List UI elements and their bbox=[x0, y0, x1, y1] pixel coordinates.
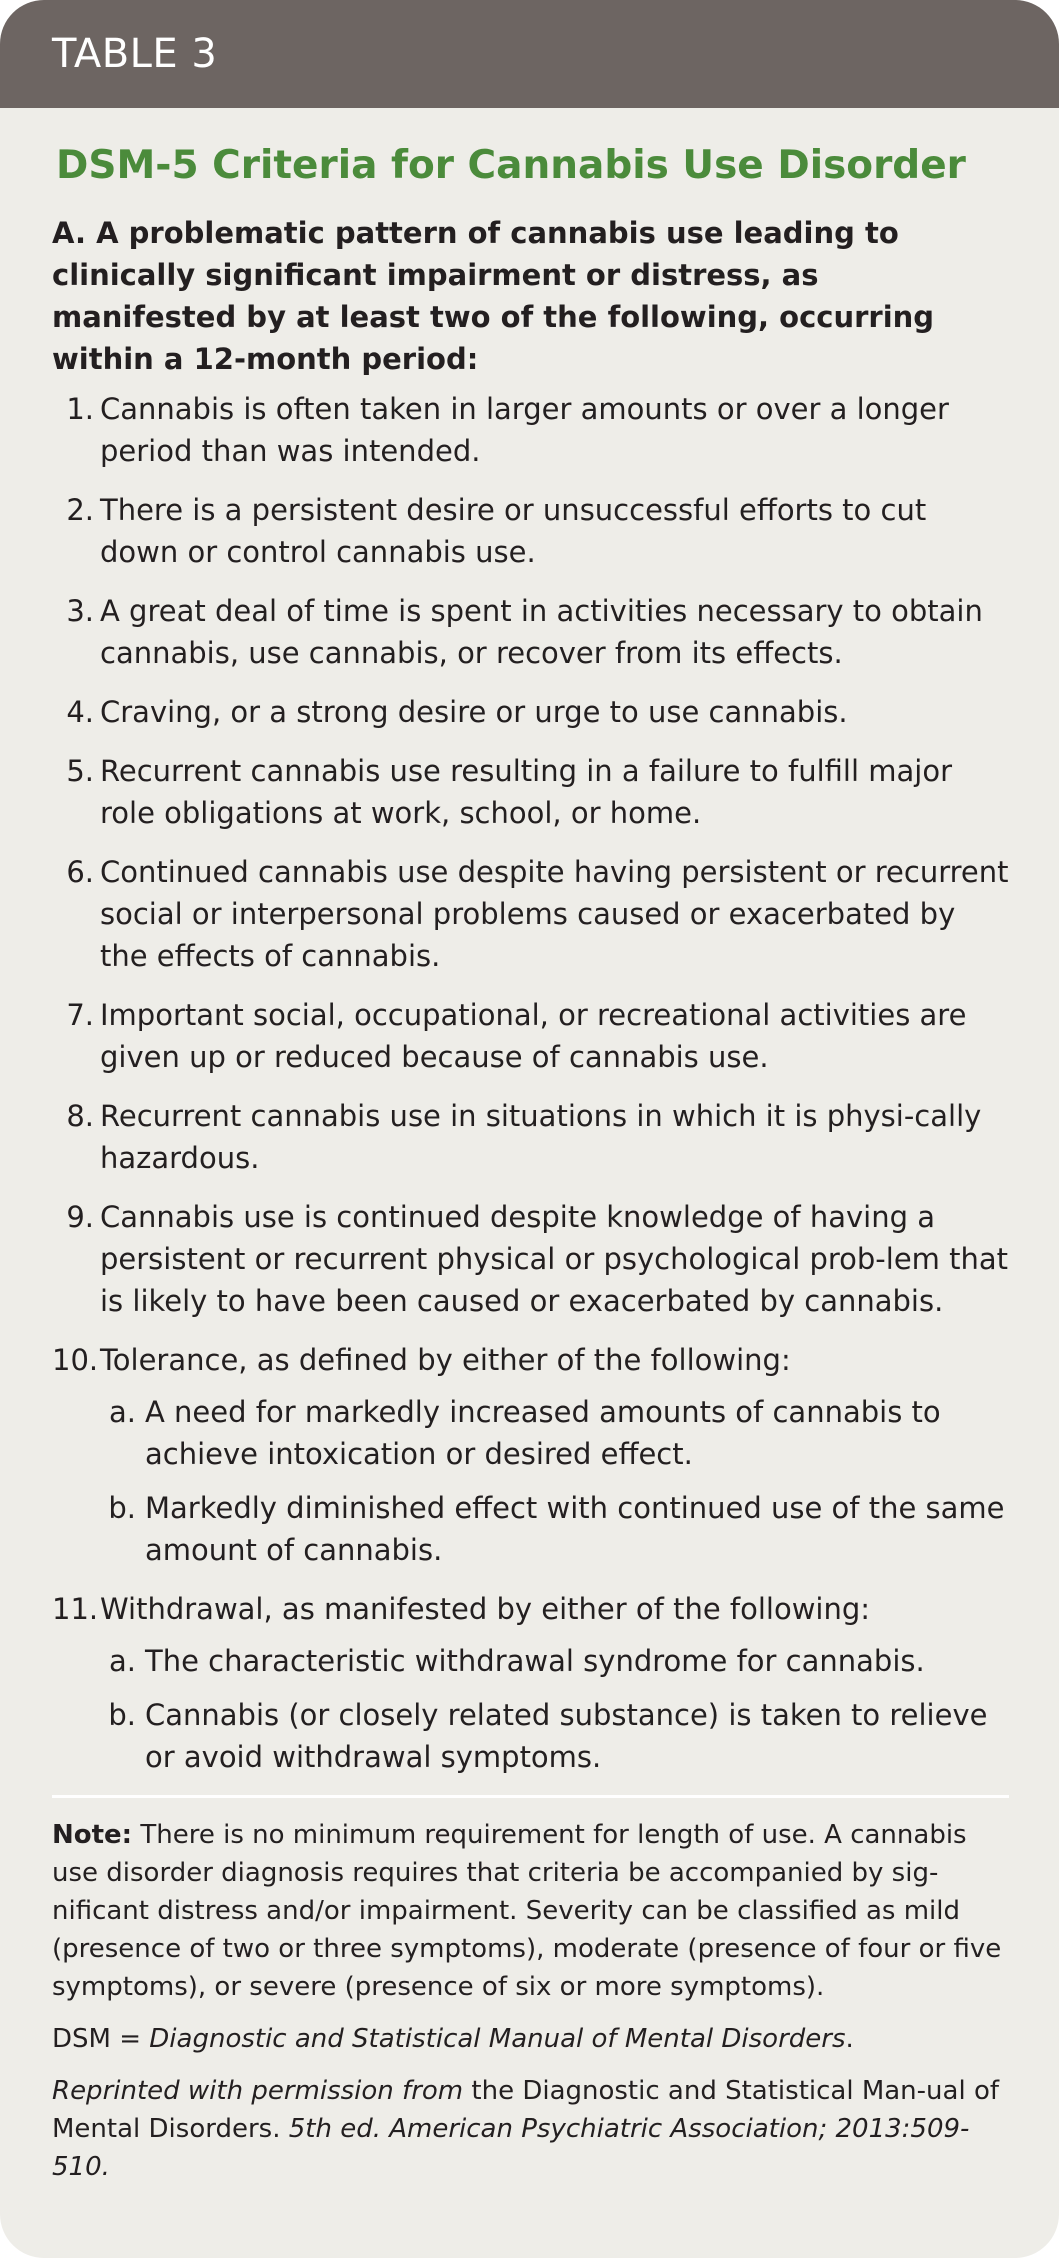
criterion-text: Recurrent cannabis use in situations in which it is physi-cally hazardous. bbox=[100, 1099, 982, 1175]
criterion-item bbox=[52, 590, 1009, 674]
sub-criterion-letter: a. bbox=[109, 1395, 136, 1429]
sub-criterion-text: Cannabis (or closely related substance) is taken to relieve or avoid withdrawal symptoms. bbox=[145, 1698, 988, 1774]
note-text: There is no minimum requirement for length of use. A cannabis use disorder diagnosis requires that criteria be accompanied by sig-nificant distress and/or impairment. Severity can be classified as mild (presence of two or three symptoms), moderate (presence of four or five symptoms), or severe (presence of six or more symptoms). bbox=[52, 1820, 1002, 2002]
criterion-text: Withdrawal, as manifested by either of the following: bbox=[100, 1592, 871, 1626]
table-content bbox=[0, 108, 1059, 2186]
criterion-number: 5. bbox=[66, 754, 94, 788]
table-header bbox=[0, 0, 1059, 108]
criterion-number: 9. bbox=[66, 1200, 94, 1234]
criterion-text: Craving, or a strong desire or urge to use cannabis. bbox=[100, 695, 848, 729]
abbreviation-expansion: Diagnostic and Statistical Manual of Mental Disorders bbox=[149, 2024, 846, 2054]
criterion-text: A great deal of time is spent in activities necessary to obtain cannabis, use cannabis, or recover from its effects. bbox=[100, 594, 983, 670]
criterion-item bbox=[52, 1339, 1009, 1571]
criterion-text: Cannabis use is continued despite knowledge of having a persistent or recurrent physical or psychological prob-lem that is likely to have been caused or exacerbated by cannabis. bbox=[100, 1200, 1009, 1318]
criterion-item bbox=[52, 994, 1009, 1078]
sub-criterion-text: Markedly diminished effect with continued use of the same amount of cannabis. bbox=[145, 1491, 1005, 1567]
source-credit bbox=[52, 2072, 1009, 2186]
divider bbox=[52, 1795, 1009, 1798]
table-title: DSM-5 Criteria for Cannabis Use Disorder bbox=[56, 143, 966, 188]
criterion-item bbox=[52, 691, 1009, 733]
criterion-number: 4. bbox=[66, 695, 94, 729]
criterion-number: 1. bbox=[66, 392, 94, 426]
note-label: Note: bbox=[52, 1820, 133, 1850]
criterion-item bbox=[52, 750, 1009, 834]
sub-criterion-text: The characteristic withdrawal syndrome for cannabis. bbox=[145, 1644, 925, 1678]
sub-criterion-letter: a. bbox=[109, 1644, 136, 1678]
criterion-item bbox=[52, 1095, 1009, 1179]
credit-lead: Reprinted with permission from bbox=[52, 2076, 464, 2106]
abbreviation-suffix: . bbox=[845, 2024, 854, 2054]
sub-criterion-item bbox=[100, 1640, 1009, 1682]
abbreviation-footnote bbox=[52, 2020, 1009, 2058]
criterion-number: 10. bbox=[52, 1343, 99, 1377]
sub-criterion-letter: b. bbox=[108, 1698, 136, 1732]
criterion-item bbox=[52, 489, 1009, 573]
criterion-text: Tolerance, as defined by either of the following: bbox=[100, 1343, 791, 1377]
table-note bbox=[52, 1816, 1009, 2006]
sub-criterion-letter: b. bbox=[108, 1491, 136, 1525]
criterion-number: 8. bbox=[66, 1099, 94, 1133]
sub-criterion-item bbox=[100, 1487, 1009, 1571]
criterion-number: 2. bbox=[66, 493, 94, 527]
criterion-text: Continued cannabis use despite having persistent or recurrent social or interpersonal problems caused or exacerbated by the effects of cannabis. bbox=[100, 855, 1009, 973]
criterion-item bbox=[52, 1588, 1009, 1778]
withdrawal-sublist bbox=[100, 1640, 1009, 1778]
sub-criterion-item bbox=[100, 1694, 1009, 1778]
sub-criterion-text: A need for markedly increased amounts of cannabis to achieve intoxication or desired effect. bbox=[145, 1395, 941, 1471]
criterion-number: 7. bbox=[66, 998, 94, 1032]
credit-source-title: the Diagnostic and Statistical Man-ual of Mental Disorders. bbox=[52, 2076, 1000, 2144]
criterion-text: There is a persistent desire or unsuccessful efforts to cut down or control cannabis use. bbox=[100, 493, 927, 569]
tolerance-sublist bbox=[100, 1391, 1009, 1571]
criterion-number: 11. bbox=[52, 1592, 99, 1626]
table-label: TABLE 3 bbox=[52, 31, 218, 77]
criterion-number: 6. bbox=[66, 855, 94, 889]
criterion-number: 3. bbox=[66, 594, 94, 628]
sub-criterion-item bbox=[100, 1391, 1009, 1475]
credit-citation: 5th ed. American Psychiatric Association; 2013:509-510. bbox=[52, 2114, 970, 2182]
criterion-a-intro: A. A problematic pattern of cannabis use leading to clinically significant impairment or distress, as manifested by at least two of the following, occurring within a 12-month period: bbox=[52, 216, 935, 376]
criterion-text: Cannabis is often taken in larger amounts or over a longer period than was intended. bbox=[100, 392, 949, 468]
criterion-text: Important social, occupational, or recreational activities are given up or reduced because of cannabis use. bbox=[100, 998, 967, 1074]
criterion-item bbox=[52, 388, 1009, 472]
criterion-item bbox=[52, 1196, 1009, 1322]
criteria-list bbox=[52, 388, 1009, 1778]
abbreviation-prefix: DSM = bbox=[52, 2024, 150, 2054]
criterion-text: Recurrent cannabis use resulting in a failure to fulfill major role obligations at work, school, or home. bbox=[100, 754, 953, 830]
criterion-item bbox=[52, 851, 1009, 977]
